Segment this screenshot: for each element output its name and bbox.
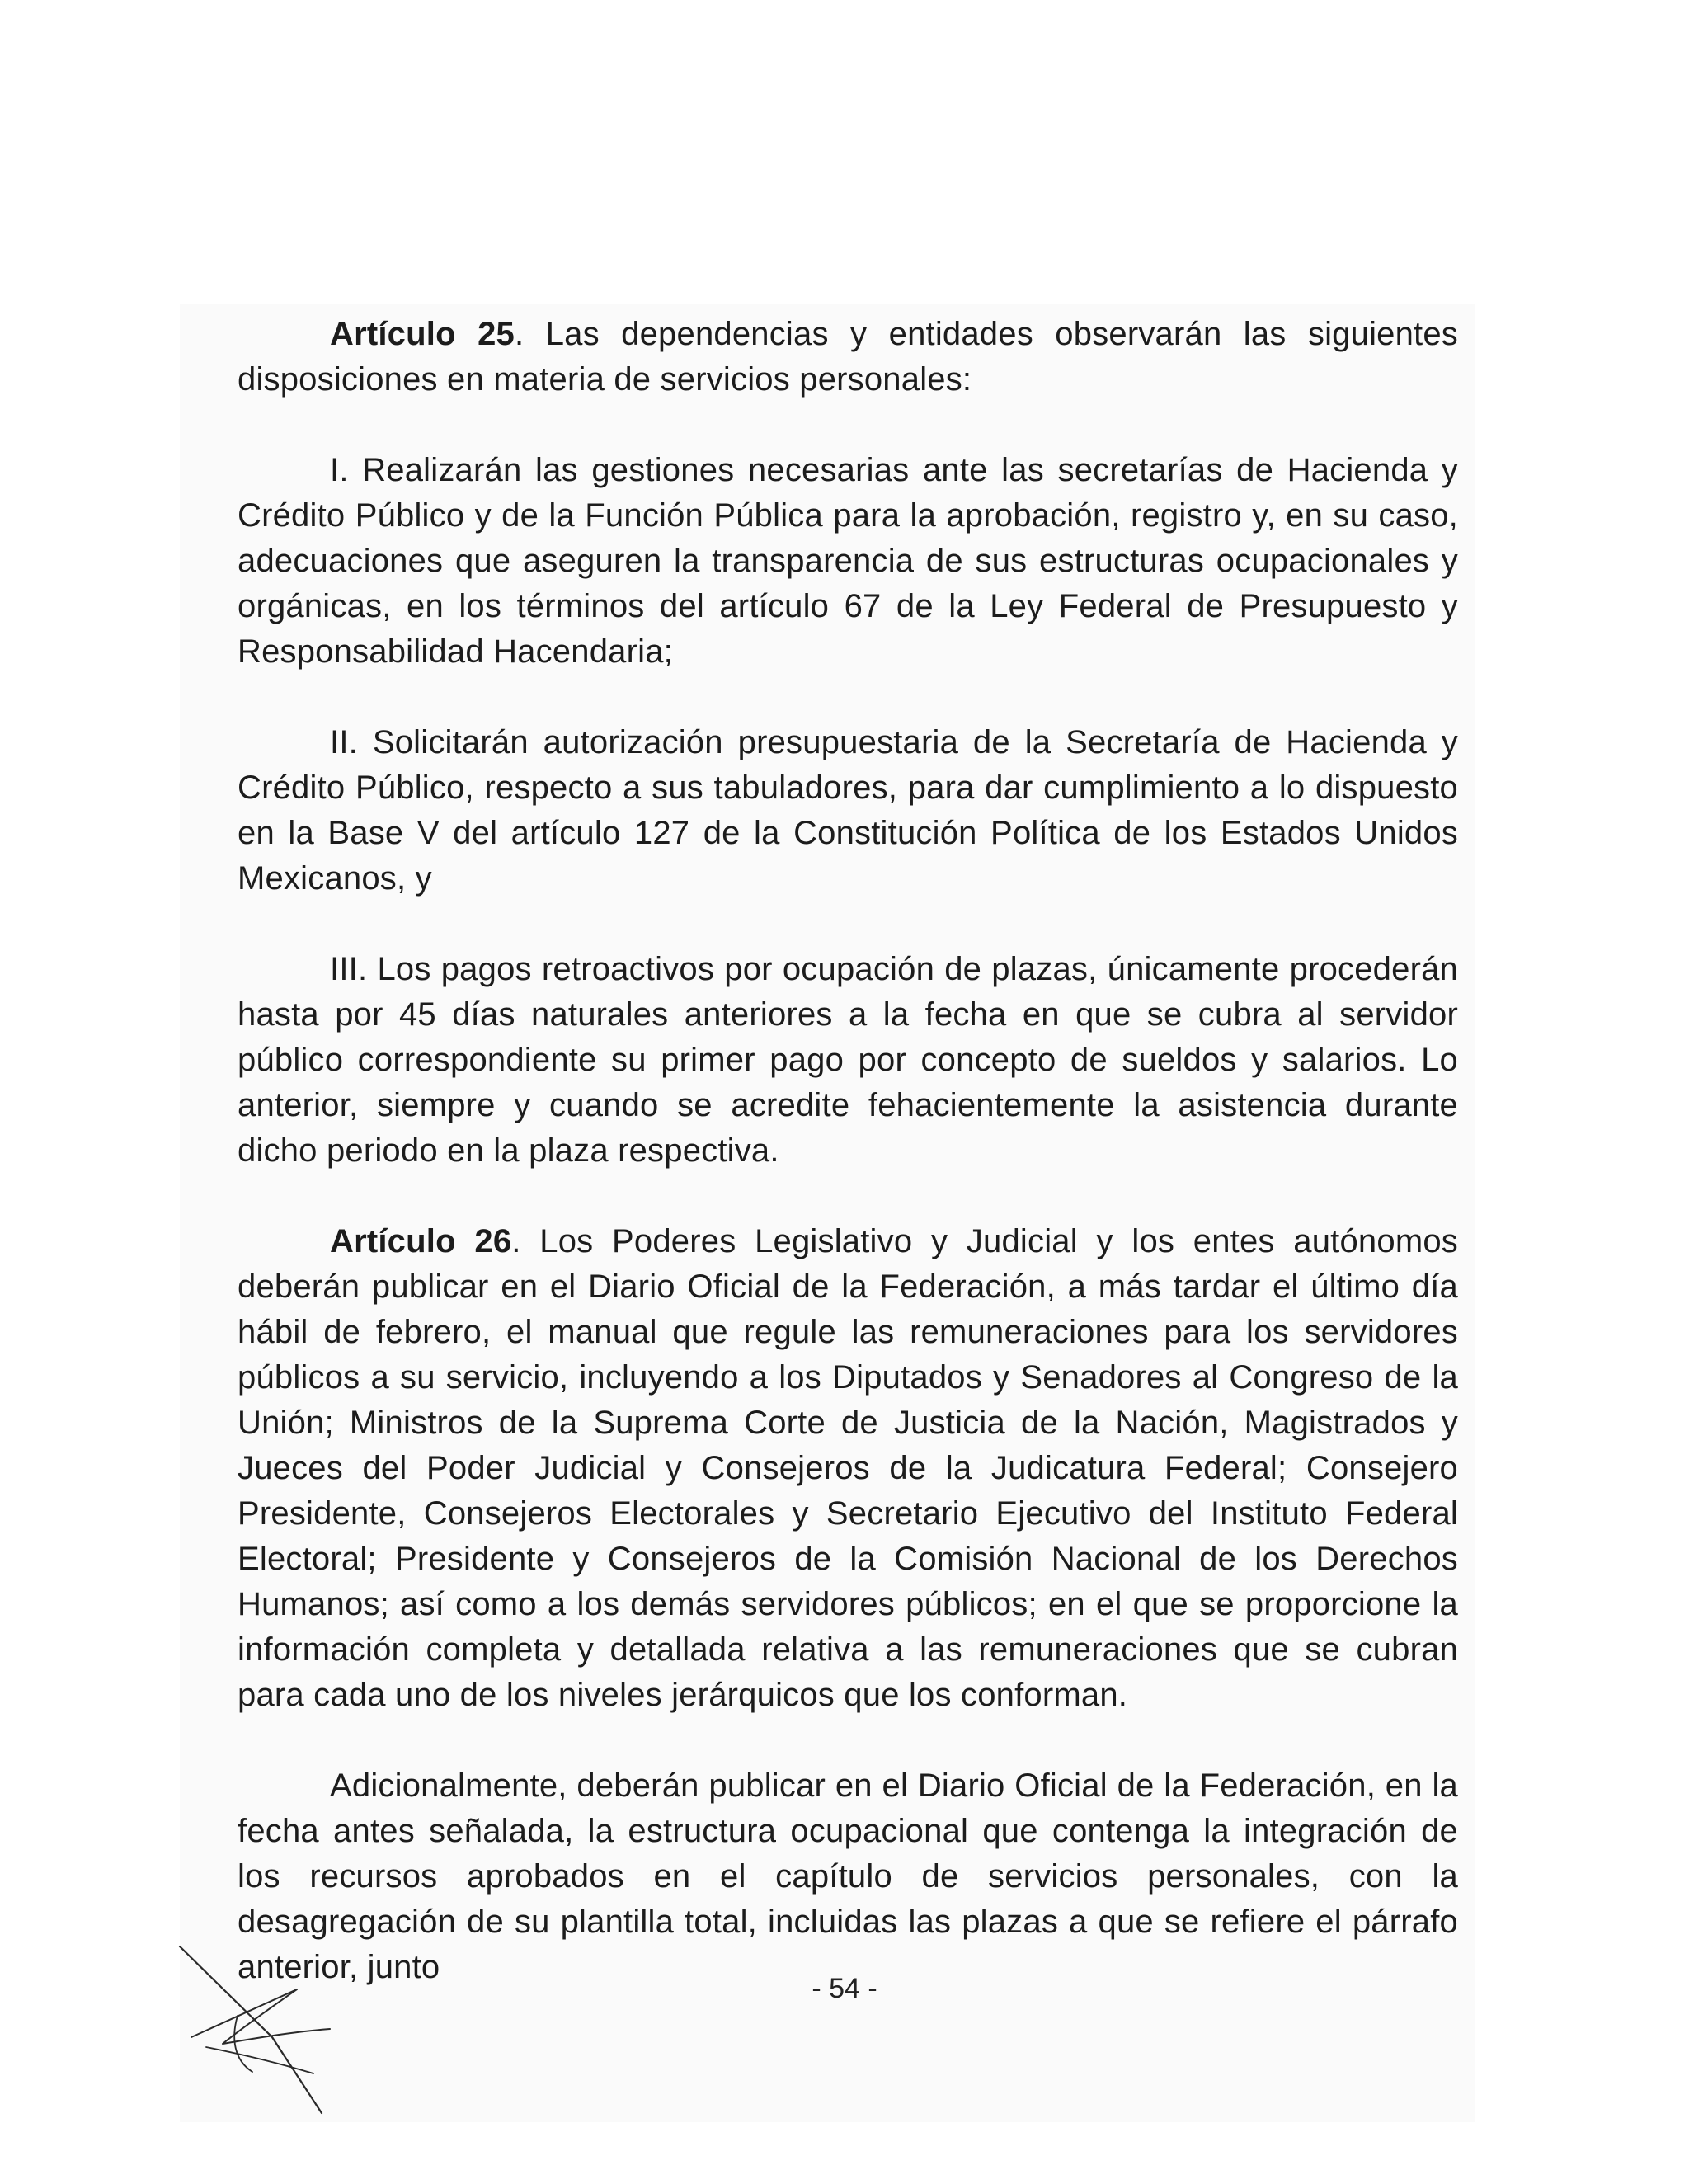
- page-number: - 54 -: [812, 1973, 877, 2004]
- articulo-26-paragraph: [238, 1219, 1458, 1718]
- articulo-25-paragraph: [238, 312, 1458, 402]
- articulo-25-label: Artículo 25: [330, 316, 515, 352]
- fraccion-iii: III. Los pagos retroactivos por ocupación de plazas, únicamente procederán hasta por 45 días naturales anteriores a la fecha en que se cubra al servidor público correspondiente su primer pago por concepto de sueldos y salarios. Lo anterior, siempre y cuando se acredite fehacientemente la asistencia durante dicho periodo en la plaza respectiva.: [238, 951, 1458, 1169]
- document-body: [238, 312, 1458, 1990]
- articulo-25-intro: . Las dependencias y entidades observarán las siguientes disposiciones en materia de servicios personales:: [238, 316, 1459, 398]
- handwritten-signature-icon: [173, 1940, 355, 2121]
- fraccion-ii: II. Solicitarán autorización presupuestaria de la Secretaría de Hacienda y Crédito Público, respecto a sus tabuladores, para dar cumplimiento a lo dispuesto en la Base V del artículo 127 de la Constitución Política de los Estados Unidos Mexicanos, y: [238, 724, 1458, 897]
- articulo-26-additional-paragraph: Adicionalmente, deberán publicar en el Diario Oficial de la Federación, en la fecha antes señalada, la estructura ocupacional que contenga la integración de los recursos aprobados en el capítulo de servicios personales, con la desagregación de su plantilla total, incluidas las plazas a que se refiere el párrafo anterior, junto: [238, 1767, 1458, 1985]
- articulo-26-text: . Los Poderes Legislativo y Judicial y los entes autónomos deberán publicar en el Diario Oficial de la Federación, a más tardar el último día hábil de febrero, el manual que regule las remuneraciones para los servidores públicos a su servicio, incluyendo a los Diputados y Senadores al Congreso de la Unión; Ministros de la Suprema Corte de Justicia de la Nación, Magistrados y Jueces del Poder Judicial y Consejeros de la Judicatura Federal; Consejero Presidente, Consejeros Electorales y Secretario Ejecutivo del Instituto Federal Electoral; Presidente y Consejeros de la Comisión Nacional de los Derechos Humanos; así como a los demás servidores públicos; en el que se proporcione la información completa y detallada relativa a las remuneraciones que se cubran para cada uno de los niveles jerárquicos que los conforman.: [238, 1223, 1458, 1713]
- articulo-26-label: Artículo 26: [330, 1223, 512, 1259]
- fraccion-i: I. Realizarán las gestiones necesarias ante las secretarías de Hacienda y Crédito Público y de la Función Pública para la aprobación, registro y, en su caso, adecuaciones que aseguren la transparencia de sus estructuras ocupacionales y orgánicas, en los términos del artículo 67 de la Ley Federal de Presupuesto y Responsabilidad Hacendaria;: [238, 452, 1458, 670]
